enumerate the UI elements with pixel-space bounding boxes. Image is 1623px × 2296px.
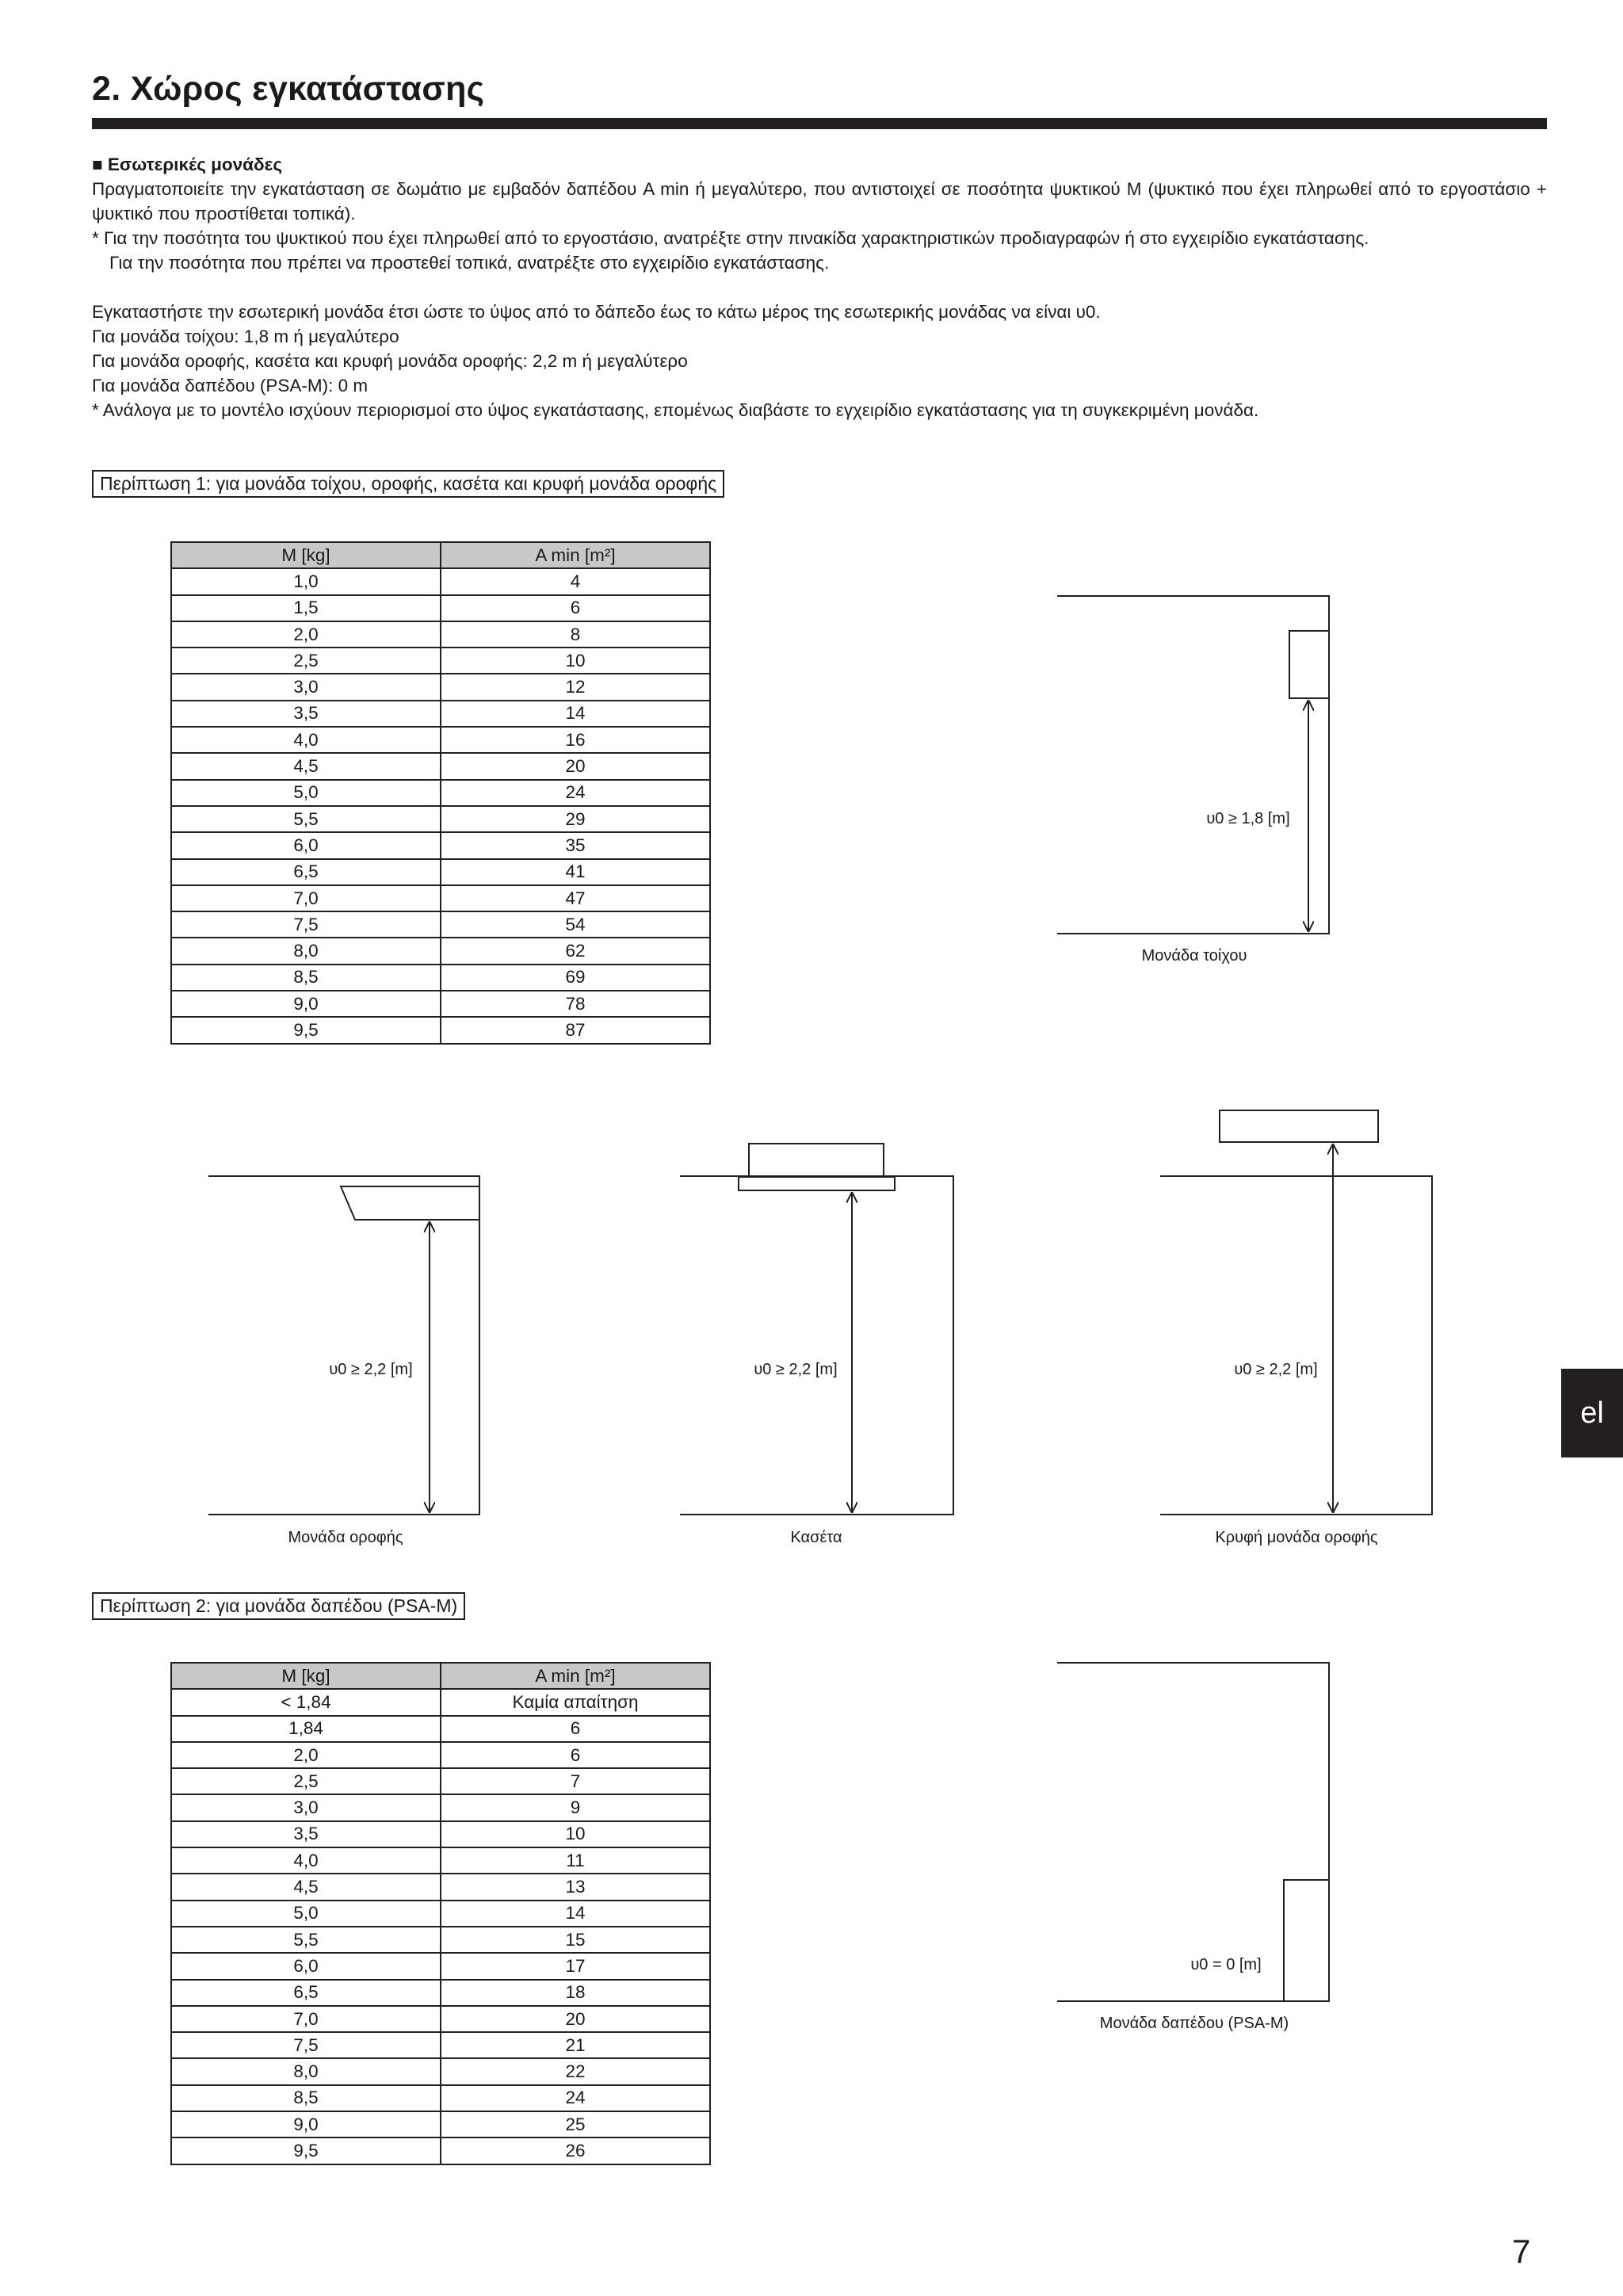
wall-unit-shape bbox=[1289, 631, 1329, 698]
concealed-unit-shape bbox=[1220, 1110, 1378, 1142]
height-note: * Ανάλογα με το μοντέλο ισχύουν περιορισμοί στο ύψος εγκατάστασης, επομένως διαβάστε το εγχειρίδιο εγκατάστασης για τη συγκεκριμένη μονάδα. bbox=[92, 400, 1259, 420]
case2-label: Περίπτωση 2: για μονάδα δαπέδου (PSA-M) bbox=[92, 1592, 465, 1620]
refrigerant-mass-cell: < 1,84 bbox=[171, 1689, 441, 1715]
refrigerant-mass-cell: 3,5 bbox=[171, 1821, 441, 1847]
min-area-cell: 54 bbox=[441, 911, 710, 938]
ceiling-unit-shape bbox=[341, 1186, 479, 1220]
min-area-cell: 16 bbox=[441, 727, 710, 753]
refrigerant-mass-cell: 1,5 bbox=[171, 595, 441, 621]
refrigerant-mass-cell: 5,0 bbox=[171, 780, 441, 806]
ceiling-unit-diagram bbox=[208, 1176, 479, 1515]
min-area-cell: 22 bbox=[441, 2058, 710, 2084]
refrigerant-mass-cell: 7,0 bbox=[171, 885, 441, 911]
min-area-cell: 21 bbox=[441, 2032, 710, 2058]
height-line-4: Για μονάδα δαπέδου (PSA-M): 0 m bbox=[92, 376, 369, 395]
intro-paragraph: Πραγματοποιείτε την εγκατάσταση σε δωμάτιο με εμβαδόν δαπέδου A min ή μεγαλύτερο, που αντιστοιχεί σε ποσότητα ψυκτικού M (ψυκτικό που έχει πληρωθεί από το εργοστάσιο + ψυκτικό που προστίθεται τοπικά). bbox=[92, 179, 1547, 223]
column-header: A min [m²] bbox=[441, 1663, 710, 1689]
refrigerant-mass-cell: 5,5 bbox=[171, 806, 441, 832]
refrigerant-mass-cell: 5,5 bbox=[171, 1927, 441, 1953]
cassette-body-shape bbox=[749, 1144, 884, 1177]
min-area-cell: 7 bbox=[441, 1768, 710, 1794]
min-area-cell: 9 bbox=[441, 1794, 710, 1820]
refrigerant-mass-cell: 4,0 bbox=[171, 727, 441, 753]
refrigerant-mass-cell: 9,0 bbox=[171, 2111, 441, 2137]
min-area-cell: 4 bbox=[441, 568, 710, 594]
refrigerant-mass-cell: 1,84 bbox=[171, 1716, 441, 1742]
floor-dim-label: υ0 = 0 [m] bbox=[1190, 1956, 1262, 1973]
refrigerant-mass-cell: 8,5 bbox=[171, 2085, 441, 2111]
wall-unit-diagram bbox=[1057, 596, 1329, 934]
min-area-cell: 17 bbox=[441, 1953, 710, 1979]
column-header: M [kg] bbox=[171, 542, 441, 568]
concealed-unit-diagram bbox=[1160, 1110, 1432, 1515]
refrigerant-mass-cell: 2,0 bbox=[171, 621, 441, 648]
wall-caption: Μονάδα τοίχου bbox=[1141, 947, 1247, 965]
refrigerant-mass-cell: 8,0 bbox=[171, 2058, 441, 2084]
refrigerant-mass-cell: 7,0 bbox=[171, 2006, 441, 2032]
ceiling-dim-label: υ0 ≥ 2,2 [m] bbox=[329, 1361, 413, 1378]
min-area-cell: 29 bbox=[441, 806, 710, 832]
height-line-3: Για μονάδα οροφής, κασέτα και κρυφή μονάδα οροφής: 2,2 m ή μεγαλύτερο bbox=[92, 351, 688, 371]
page-number: 7 bbox=[1512, 2233, 1531, 2270]
min-area-cell: 87 bbox=[441, 1017, 710, 1043]
intro-note-1b: Για την ποσότητα που πρέπει να προστεθεί τοπικά, ανατρέξτε στο εγχειρίδιο εγκατάστασης. bbox=[109, 253, 830, 273]
wall-dim-label: υ0 ≥ 1,8 [m] bbox=[1206, 810, 1290, 827]
refrigerant-mass-cell: 9,5 bbox=[171, 2137, 441, 2164]
min-area-cell: 78 bbox=[441, 991, 710, 1017]
refrigerant-mass-cell: 8,5 bbox=[171, 965, 441, 991]
concealed-caption: Κρυφή μονάδα οροφής bbox=[1215, 1529, 1378, 1546]
min-area-cell: 26 bbox=[441, 2137, 710, 2164]
refrigerant-mass-cell: 6,0 bbox=[171, 1953, 441, 1979]
min-area-cell: 24 bbox=[441, 780, 710, 806]
height-line-1: Εγκαταστήστε την εσωτερική μονάδα έτσι ώστε το ύψος από το δάπεδο έως το κάτω μέρος της εσωτερικής μονάδας να είναι υ0. bbox=[92, 302, 1101, 322]
cassette-diagram bbox=[680, 1144, 953, 1515]
cassette-caption: Κασέτα bbox=[790, 1529, 842, 1546]
min-area-cell: 6 bbox=[441, 595, 710, 621]
cassette-dim-label: υ0 ≥ 2,2 [m] bbox=[754, 1361, 838, 1378]
min-area-cell: 41 bbox=[441, 859, 710, 885]
case1-label: Περίπτωση 1: για μονάδα τοίχου, οροφής, κασέτα και κρυφή μονάδα οροφής bbox=[92, 470, 724, 498]
refrigerant-mass-cell: 9,0 bbox=[171, 991, 441, 1017]
min-area-cell: 18 bbox=[441, 1980, 710, 2006]
refrigerant-mass-cell: 8,0 bbox=[171, 938, 441, 964]
refrigerant-mass-cell: 7,5 bbox=[171, 2032, 441, 2058]
min-area-cell: 6 bbox=[441, 1716, 710, 1742]
min-area-cell: 14 bbox=[441, 1901, 710, 1927]
min-area-cell: 8 bbox=[441, 621, 710, 648]
column-header: A min [m²] bbox=[441, 542, 710, 568]
min-area-cell: 10 bbox=[441, 1821, 710, 1847]
min-area-cell: 11 bbox=[441, 1847, 710, 1874]
min-area-cell: 15 bbox=[441, 1927, 710, 1953]
floor-unit-shape bbox=[1284, 1880, 1329, 2001]
min-area-cell: 25 bbox=[441, 2111, 710, 2137]
refrigerant-mass-cell: 5,0 bbox=[171, 1901, 441, 1927]
min-area-cell: 12 bbox=[441, 674, 710, 700]
intro-note-1: * Για την ποσότητα του ψυκτικού που έχει πληρωθεί από το εργοστάσιο, ανατρέξτε στην πινακίδα χαρακτηριστικών προδιαγραφών ή στο εγχειρίδιο εγκατάστασης. bbox=[92, 228, 1369, 248]
refrigerant-mass-cell: 4,0 bbox=[171, 1847, 441, 1874]
min-area-cell: 14 bbox=[441, 701, 710, 727]
floor-unit-diagram bbox=[1057, 1663, 1329, 2001]
concealed-dim-label: υ0 ≥ 2,2 [m] bbox=[1234, 1361, 1318, 1378]
min-area-cell: 62 bbox=[441, 938, 710, 964]
min-area-cell: 35 bbox=[441, 832, 710, 858]
cassette-panel-shape bbox=[739, 1177, 895, 1190]
refrigerant-mass-cell: 2,5 bbox=[171, 1768, 441, 1794]
min-area-cell: 20 bbox=[441, 2006, 710, 2032]
refrigerant-mass-cell: 6,5 bbox=[171, 1980, 441, 2006]
refrigerant-mass-cell: 6,0 bbox=[171, 832, 441, 858]
language-tab: el bbox=[1561, 1369, 1623, 1457]
min-area-cell: 10 bbox=[441, 648, 710, 674]
refrigerant-mass-cell: 3,0 bbox=[171, 1794, 441, 1820]
min-area-cell: 47 bbox=[441, 885, 710, 911]
section-title: 2. Χώρος εγκατάστασης bbox=[92, 70, 485, 108]
min-area-cell: 20 bbox=[441, 753, 710, 779]
min-area-cell: 24 bbox=[441, 2085, 710, 2111]
min-area-cell: Καμία απαίτηση bbox=[441, 1689, 710, 1715]
refrigerant-mass-cell: 1,0 bbox=[171, 568, 441, 594]
refrigerant-mass-cell: 9,5 bbox=[171, 1017, 441, 1043]
refrigerant-mass-cell: 4,5 bbox=[171, 753, 441, 779]
refrigerant-mass-cell: 2,0 bbox=[171, 1742, 441, 1768]
column-header: M [kg] bbox=[171, 1663, 441, 1689]
floor-caption: Μονάδα δαπέδου (PSA-M) bbox=[1099, 2015, 1289, 2032]
min-area-cell: 69 bbox=[441, 965, 710, 991]
refrigerant-mass-cell: 7,5 bbox=[171, 911, 441, 938]
min-area-cell: 13 bbox=[441, 1874, 710, 1900]
refrigerant-mass-cell: 2,5 bbox=[171, 648, 441, 674]
height-line-2: Για μονάδα τοίχου: 1,8 m ή μεγαλύτερο bbox=[92, 327, 399, 346]
refrigerant-mass-cell: 4,5 bbox=[171, 1874, 441, 1900]
intro-subheading: ■ Εσωτερικές μονάδες bbox=[92, 155, 283, 174]
min-area-cell: 6 bbox=[441, 1742, 710, 1768]
ceiling-caption: Μονάδα οροφής bbox=[288, 1529, 403, 1546]
refrigerant-mass-cell: 3,0 bbox=[171, 674, 441, 700]
refrigerant-mass-cell: 6,5 bbox=[171, 859, 441, 885]
refrigerant-mass-cell: 3,5 bbox=[171, 701, 441, 727]
